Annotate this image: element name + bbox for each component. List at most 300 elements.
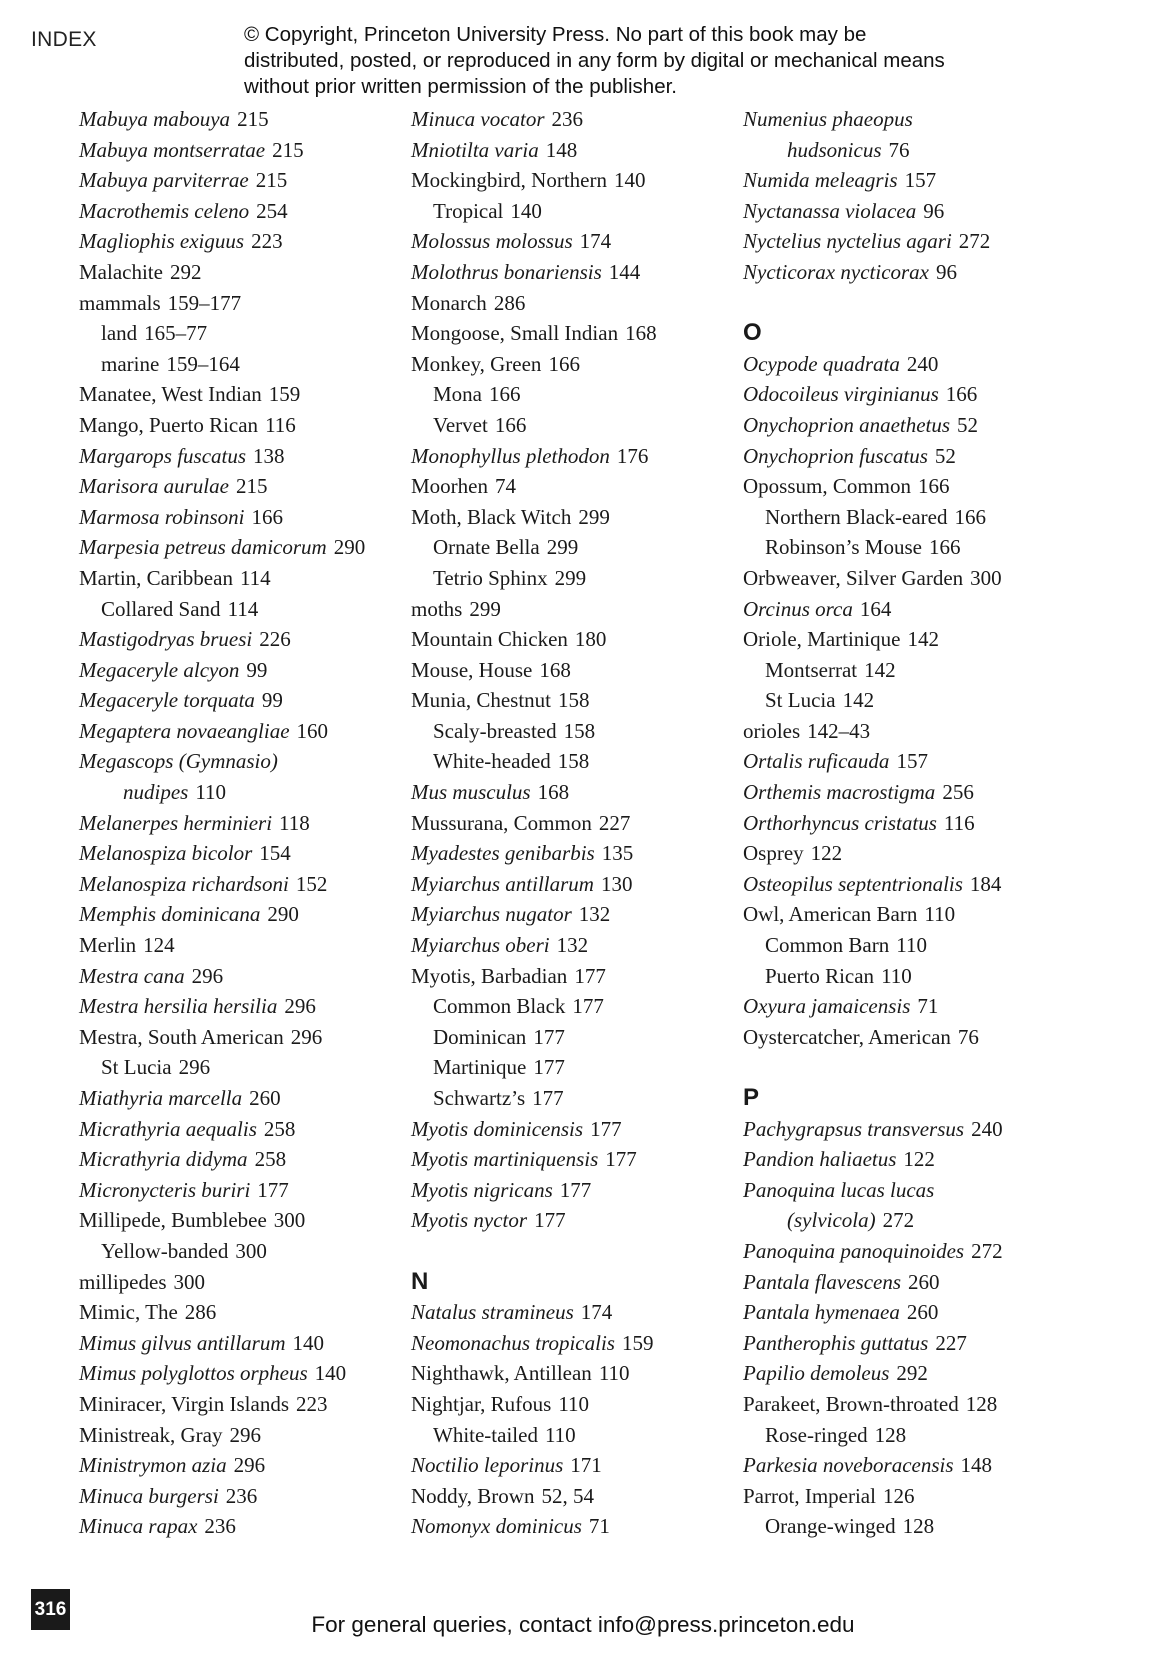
entry-term: Myadestes genibarbis bbox=[411, 841, 595, 866]
entry-term: Memphis dominicana bbox=[79, 902, 261, 927]
entry-term: Mimic, The bbox=[79, 1300, 178, 1325]
entry-term: Noctilio leporinus bbox=[411, 1453, 564, 1478]
index-column-2 bbox=[411, 104, 741, 1542]
index-entry bbox=[79, 1328, 409, 1359]
entry-pages: 171 bbox=[570, 1453, 602, 1478]
entry-term: Monarch bbox=[411, 290, 487, 315]
index-entry bbox=[411, 1389, 741, 1420]
entry-pages: 157 bbox=[904, 168, 937, 193]
entry-term: millipedes bbox=[79, 1269, 167, 1294]
contact-footer: For general queries, contact info@press.princeton.edu bbox=[311, 1612, 855, 1637]
entry-pages: 114 bbox=[239, 565, 271, 590]
index-column-3 bbox=[743, 104, 1073, 1542]
index-entry bbox=[79, 961, 409, 992]
index-entry bbox=[411, 1511, 741, 1542]
entry-term: marine bbox=[101, 351, 160, 376]
index-entry bbox=[743, 379, 1073, 410]
entry-term: Natalus stramineus bbox=[411, 1300, 574, 1325]
entry-term: Nyctanassa violacea bbox=[743, 198, 917, 223]
entry-term: Melanospiza bicolor bbox=[79, 841, 253, 866]
index-entry bbox=[743, 441, 1073, 472]
entry-term: Megaceryle alcyon bbox=[79, 657, 240, 682]
entry-pages: 128 bbox=[965, 1391, 998, 1416]
entry-pages: 300 bbox=[235, 1238, 267, 1263]
index-entry bbox=[743, 1236, 1073, 1267]
index-entry bbox=[79, 991, 409, 1022]
entry-pages: 260 bbox=[249, 1086, 281, 1110]
entry-term: Orthorhyncus cristatus bbox=[743, 810, 937, 835]
index-entry bbox=[743, 899, 1073, 930]
index-entry bbox=[411, 838, 741, 869]
entry-term: Molossus molossus bbox=[411, 229, 573, 254]
entry-pages: 296 bbox=[229, 1422, 261, 1447]
index-entry bbox=[79, 532, 409, 563]
entry-term: Pantala flavescens bbox=[743, 1269, 902, 1294]
entry-pages: 299 bbox=[546, 535, 579, 560]
entry-pages: 157 bbox=[896, 749, 928, 774]
index-entry bbox=[411, 899, 741, 930]
entry-pages: 154 bbox=[259, 841, 291, 866]
entry-pages: 180 bbox=[574, 627, 607, 652]
index-entry bbox=[743, 196, 1073, 227]
index-entry bbox=[411, 135, 741, 166]
entry-pages: 272 bbox=[882, 1208, 915, 1233]
entry-pages: 258 bbox=[254, 1147, 287, 1172]
entry-term: Minuca rapax bbox=[79, 1514, 198, 1539]
entry-term: Owl, American Barn bbox=[743, 902, 918, 927]
index-subentry bbox=[411, 746, 741, 777]
entry-term: Myiarchus antillarum bbox=[411, 871, 594, 896]
index-entry bbox=[743, 991, 1073, 1022]
index-entry bbox=[743, 1297, 1073, 1328]
entry-pages: 215 bbox=[237, 107, 269, 131]
entry-term: Mestra hersilia hersilia bbox=[79, 994, 278, 1019]
entry-pages: 52 bbox=[934, 443, 956, 468]
index-entry bbox=[411, 349, 741, 380]
entry-term: Millipede, Bumblebee bbox=[79, 1208, 267, 1233]
entry-term: orioles bbox=[743, 718, 801, 743]
entry-term: Magliophis exiguus bbox=[79, 229, 245, 254]
entry-pages: 159 bbox=[268, 382, 301, 407]
entry-pages: 142 bbox=[907, 627, 939, 652]
entry-pages: 132 bbox=[556, 933, 589, 958]
entry-term: Parkesia noveboracensis bbox=[743, 1453, 954, 1478]
entry-term: Monophyllus plethodon bbox=[411, 443, 610, 468]
index-entry bbox=[411, 257, 741, 288]
entry-pages: 110 bbox=[598, 1361, 630, 1386]
entry-term: Margarops fuscatus bbox=[79, 443, 247, 468]
entry-pages: 76 bbox=[957, 1024, 979, 1049]
entry-term: Pantherophis guttatus bbox=[743, 1330, 929, 1355]
index-entry bbox=[411, 318, 741, 349]
entry-term: Nycticorax nycticorax bbox=[743, 259, 930, 284]
index-entry bbox=[411, 1450, 741, 1481]
index-entry bbox=[411, 930, 741, 961]
index-entry bbox=[411, 1328, 741, 1359]
index-entry bbox=[79, 716, 409, 747]
entry-pages: 226 bbox=[259, 627, 291, 652]
index-entry bbox=[79, 1267, 409, 1298]
entry-pages: 300 bbox=[970, 565, 1002, 590]
entry-term: Orthemis macrostigma bbox=[743, 780, 936, 805]
entry-term: Orcinus orca bbox=[743, 596, 853, 621]
letter-heading: O bbox=[743, 319, 762, 347]
index-entry bbox=[411, 594, 741, 625]
entry-pages: 300 bbox=[173, 1269, 205, 1294]
entry-pages: 177 bbox=[605, 1147, 637, 1172]
index-entry bbox=[743, 594, 1073, 625]
entry-pages: 296 bbox=[284, 994, 316, 1019]
entry-term: Marpesia petreus damicorum bbox=[79, 535, 327, 560]
entry-pages: 240 bbox=[971, 1116, 1003, 1141]
index-entry bbox=[79, 1083, 409, 1114]
index-subentry bbox=[79, 594, 409, 625]
index-entry bbox=[743, 1267, 1073, 1298]
entry-term: Mockingbird, Northern bbox=[411, 168, 607, 193]
entry-pages: 290 bbox=[333, 535, 366, 560]
entry-pages: 159 bbox=[621, 1330, 654, 1355]
index-entry bbox=[411, 502, 741, 533]
entry-term: Pachygrapsus transversus bbox=[743, 1116, 965, 1141]
index-entry bbox=[411, 1205, 741, 1236]
entry-pages: 152 bbox=[295, 871, 328, 896]
entry-pages: 138 bbox=[253, 443, 285, 468]
entry-pages: 126 bbox=[882, 1483, 915, 1508]
index-entry bbox=[411, 104, 741, 135]
entry-term: Monkey, Green bbox=[411, 351, 542, 376]
entry-pages: 256 bbox=[942, 780, 974, 805]
copyright-notice: © Copyright, Princeton University Press. No part of this book may be distributed, posted, or reproduced in any form by digital or mechanical means without prior written permission of the publisher. bbox=[244, 23, 945, 98]
entry-term: Mabuya parviterrae bbox=[79, 168, 249, 193]
index-entry bbox=[79, 257, 409, 288]
entry-term: Mongoose, Small Indian bbox=[411, 321, 619, 346]
entry-pages: 299 bbox=[578, 504, 610, 529]
entry-pages: 96 bbox=[936, 259, 958, 284]
entry-term: Panoquina lucas lucas bbox=[743, 1177, 935, 1202]
entry-term: Melanerpes herminieri bbox=[79, 810, 273, 835]
entry-term: Ocypode quadrata bbox=[743, 351, 900, 376]
index-entry bbox=[411, 226, 741, 257]
entry-pages: 292 bbox=[169, 259, 202, 284]
entry-pages: 299 bbox=[554, 565, 587, 590]
entry-pages: 158 bbox=[558, 688, 590, 713]
index-entry bbox=[79, 441, 409, 472]
entry-term: Northern Black-eared bbox=[765, 504, 948, 529]
entry-pages: 110 bbox=[558, 1391, 590, 1416]
entry-pages: 177 bbox=[532, 1086, 564, 1110]
entry-pages: 286 bbox=[493, 290, 526, 315]
entry-pages: 128 bbox=[902, 1514, 935, 1539]
entry-pages: 177 bbox=[559, 1177, 592, 1202]
entry-pages: 118 bbox=[279, 810, 310, 835]
index-entry bbox=[79, 288, 409, 319]
entry-pages: 177 bbox=[533, 1024, 565, 1049]
entry-pages: 76 bbox=[888, 137, 910, 162]
index-subentry bbox=[411, 532, 741, 563]
index-entry bbox=[411, 655, 741, 686]
entry-pages: 184 bbox=[969, 871, 1002, 896]
entry-term: Nyctelius nyctelius agari bbox=[743, 229, 952, 254]
entry-term: Myotis dominicensis bbox=[411, 1116, 584, 1141]
entry-term: land bbox=[101, 321, 138, 346]
index-subentry bbox=[411, 991, 741, 1022]
entry-term: Marisora aurulae bbox=[79, 474, 229, 499]
index-entry bbox=[79, 1205, 409, 1236]
index-entry bbox=[411, 1175, 741, 1206]
index-entry bbox=[79, 1297, 409, 1328]
entry-pages: 166 bbox=[954, 504, 986, 529]
entry-pages: 272 bbox=[958, 229, 991, 254]
index-entry bbox=[79, 1144, 409, 1175]
entry-pages: 296 bbox=[178, 1055, 211, 1080]
entry-term: Myotis, Barbadian bbox=[411, 963, 568, 988]
entry-term: Marmosa robinsoni bbox=[79, 504, 245, 529]
entry-term: Mus musculus bbox=[411, 780, 531, 805]
index-entry bbox=[79, 1389, 409, 1420]
entry-term: Vervet bbox=[433, 412, 488, 437]
entry-term: Moth, Black Witch bbox=[411, 504, 572, 529]
entry-pages: 223 bbox=[296, 1391, 328, 1416]
index-entry bbox=[411, 441, 741, 472]
entry-pages: 99 bbox=[261, 688, 283, 713]
index-entry bbox=[743, 869, 1073, 900]
entry-term: Oriole, Martinique bbox=[743, 627, 901, 652]
index-entry bbox=[411, 961, 741, 992]
entry-pages: 177 bbox=[572, 994, 604, 1019]
entry-pages: 71 bbox=[917, 994, 939, 1019]
entry-term: Ortalis ruficauda bbox=[743, 749, 890, 774]
entry-term: Minuca burgersi bbox=[79, 1483, 219, 1508]
entry-term: Opossum, Common bbox=[743, 474, 912, 499]
entry-pages: 140 bbox=[292, 1330, 325, 1355]
index-entry bbox=[79, 930, 409, 961]
index-entry bbox=[411, 1481, 741, 1512]
entry-pages: 142 bbox=[864, 657, 896, 682]
index-entry bbox=[79, 1358, 409, 1389]
entry-term: Micrathyria aequalis bbox=[79, 1116, 257, 1141]
entry-pages: 166 bbox=[489, 382, 521, 407]
entry-term: Mestra, South American bbox=[79, 1024, 284, 1049]
entry-term: Myotis nyctor bbox=[411, 1208, 528, 1233]
entry-term: Scaly-breasted bbox=[433, 718, 557, 743]
entry-pages: 122 bbox=[903, 1147, 935, 1172]
index-entry bbox=[743, 838, 1073, 869]
index-entry bbox=[79, 502, 409, 533]
index-entry bbox=[743, 410, 1073, 441]
entry-term: Montserrat bbox=[765, 657, 858, 682]
entry-term: Myiarchus oberi bbox=[411, 933, 550, 958]
entry-pages: 132 bbox=[578, 902, 611, 927]
index-entry bbox=[411, 1114, 741, 1145]
index-entry bbox=[743, 1114, 1073, 1145]
entry-term: Mastigodryas bruesi bbox=[79, 627, 253, 652]
index-entry bbox=[79, 1420, 409, 1451]
entry-term: Neomonachus tropicalis bbox=[411, 1330, 615, 1355]
entry-term: Rose-ringed bbox=[765, 1422, 868, 1447]
entry-term: Pantala hymenaea bbox=[743, 1300, 900, 1325]
entry-pages: 158 bbox=[563, 718, 596, 743]
entry-pages: 215 bbox=[255, 168, 288, 193]
index-subentry bbox=[411, 196, 741, 227]
index-entry bbox=[79, 410, 409, 441]
index-entry bbox=[743, 1175, 1073, 1206]
entry-pages: 122 bbox=[810, 841, 843, 866]
index-entry bbox=[79, 226, 409, 257]
index-entry bbox=[743, 1144, 1073, 1175]
entry-term: Martin, Caribbean bbox=[79, 565, 233, 590]
entry-pages: 116 bbox=[265, 412, 296, 437]
index-entry bbox=[743, 808, 1073, 839]
entry-term: Munia, Chestnut bbox=[411, 688, 551, 713]
entry-pages: 176 bbox=[616, 443, 649, 468]
index-subentry bbox=[411, 1420, 741, 1451]
entry-term: Mabuya montserratae bbox=[79, 137, 266, 162]
entry-pages: 260 bbox=[906, 1300, 939, 1325]
entry-pages: 236 bbox=[204, 1514, 236, 1539]
entry-term: Dominican bbox=[433, 1024, 527, 1049]
entry-term: Merlin bbox=[79, 933, 137, 958]
index-entry bbox=[411, 869, 741, 900]
index-entry bbox=[79, 685, 409, 716]
index-subentry bbox=[743, 930, 1073, 961]
index-entry bbox=[79, 624, 409, 655]
entry-term: Osprey bbox=[743, 841, 804, 866]
entry-pages: 159–177 bbox=[167, 290, 242, 315]
index-subentry bbox=[79, 777, 409, 808]
entry-term: Mabuya mabouya bbox=[79, 107, 231, 131]
entry-term: Martinique bbox=[433, 1055, 527, 1080]
index-subentry bbox=[743, 532, 1073, 563]
entry-term: Onychoprion anaethetus bbox=[743, 412, 951, 437]
index-entry bbox=[79, 1175, 409, 1206]
entry-term: Myotis martiniquensis bbox=[411, 1147, 599, 1172]
entry-pages: 52 bbox=[957, 412, 979, 437]
entry-term: Odocoileus virginianus bbox=[743, 382, 939, 407]
entry-pages: 140 bbox=[613, 168, 646, 193]
index-entry bbox=[743, 165, 1073, 196]
entry-pages: 166 bbox=[548, 351, 580, 376]
index-entry bbox=[79, 104, 409, 135]
entry-pages: 300 bbox=[273, 1208, 306, 1233]
index-subentry bbox=[411, 410, 741, 441]
index-entry bbox=[743, 563, 1073, 594]
entry-term: Ministreak, Gray bbox=[79, 1422, 223, 1447]
index-entry bbox=[79, 808, 409, 839]
entry-term: Pandion haliaetus bbox=[743, 1147, 897, 1172]
entry-pages: 110 bbox=[544, 1422, 576, 1447]
entry-pages: 168 bbox=[537, 780, 570, 805]
index-subentry bbox=[743, 961, 1073, 992]
entry-pages: 292 bbox=[896, 1361, 928, 1386]
entry-term: Minuca vocator bbox=[411, 107, 545, 131]
entry-pages: 160 bbox=[296, 718, 329, 743]
entry-term: White-headed bbox=[433, 749, 551, 774]
entry-term: Tropical bbox=[433, 198, 504, 223]
index-entry bbox=[79, 655, 409, 686]
entry-pages: 166 bbox=[251, 504, 283, 529]
index-entry bbox=[411, 165, 741, 196]
entry-pages: 135 bbox=[601, 841, 634, 866]
entry-term: Moorhen bbox=[411, 474, 488, 499]
index-entry bbox=[79, 1481, 409, 1512]
entry-pages: 52, 54 bbox=[541, 1483, 594, 1508]
entry-pages: 236 bbox=[551, 107, 584, 131]
entry-term: Osteopilus septentrionalis bbox=[743, 871, 963, 896]
entry-pages: 177 bbox=[574, 963, 606, 988]
entry-term: Melanospiza richardsoni bbox=[79, 871, 289, 896]
letter-heading: P bbox=[743, 1084, 760, 1111]
index-entry bbox=[743, 746, 1073, 777]
index-entry bbox=[411, 624, 741, 655]
index-subentry bbox=[743, 655, 1073, 686]
entry-pages: 130 bbox=[600, 871, 633, 896]
entry-pages: 159–164 bbox=[166, 351, 240, 376]
entry-term: Orange-winged bbox=[765, 1514, 896, 1539]
index-column-1 bbox=[79, 104, 409, 1542]
entry-term: Orbweaver, Silver Garden bbox=[743, 565, 964, 590]
entry-term: Mouse, House bbox=[411, 657, 533, 682]
entry-term: Puerto Rican bbox=[765, 963, 875, 988]
entry-term: Nighthawk, Antillean bbox=[411, 1361, 592, 1386]
index-subentry bbox=[743, 1511, 1073, 1542]
entry-term: Manatee, West Indian bbox=[79, 382, 262, 407]
index-entry bbox=[743, 1328, 1073, 1359]
entry-pages: 110 bbox=[195, 780, 227, 805]
entry-pages: 215 bbox=[272, 137, 304, 162]
index-entry bbox=[411, 777, 741, 808]
entry-pages: 227 bbox=[598, 810, 631, 835]
entry-pages: 272 bbox=[971, 1238, 1003, 1263]
index-entry bbox=[743, 1022, 1073, 1053]
index-subentry bbox=[743, 685, 1073, 716]
letter-heading: N bbox=[411, 1267, 429, 1295]
index-entry bbox=[79, 563, 409, 594]
entry-term: Nomonyx dominicus bbox=[411, 1514, 582, 1539]
index-subentry bbox=[411, 716, 741, 747]
index-entry bbox=[743, 716, 1073, 747]
index-entry bbox=[411, 1358, 741, 1389]
entry-pages: 290 bbox=[267, 902, 299, 927]
page-number: 316 bbox=[31, 1589, 70, 1630]
entry-pages: 215 bbox=[235, 474, 268, 499]
index-entry bbox=[411, 1144, 741, 1175]
entry-term: mammals bbox=[79, 290, 161, 315]
entry-pages: 158 bbox=[557, 749, 590, 774]
index-entry bbox=[743, 1389, 1073, 1420]
entry-pages: 165–77 bbox=[144, 321, 208, 346]
entry-term: Myiarchus nugator bbox=[411, 902, 572, 927]
entry-pages: 148 bbox=[545, 137, 578, 162]
index-subentry bbox=[411, 379, 741, 410]
entry-term: Panoquina panoquinoides bbox=[743, 1238, 965, 1263]
entry-pages: 168 bbox=[539, 657, 571, 682]
entry-pages: 174 bbox=[580, 1300, 613, 1325]
entry-pages: 296 bbox=[233, 1453, 266, 1478]
index-entry bbox=[743, 471, 1073, 502]
entry-term: Oxyura jamaicensis bbox=[743, 994, 911, 1019]
entry-pages: 240 bbox=[906, 351, 939, 376]
index-subentry bbox=[743, 135, 1073, 166]
entry-pages: 258 bbox=[263, 1116, 296, 1141]
entry-term: Onychoprion fuscatus bbox=[743, 443, 928, 468]
entry-term: Mussurana, Common bbox=[411, 810, 592, 835]
entry-pages: 168 bbox=[625, 321, 657, 346]
index-entry bbox=[743, 777, 1073, 808]
entry-pages: 286 bbox=[184, 1300, 217, 1325]
index-subentry bbox=[411, 1083, 741, 1114]
entry-term: Common Black bbox=[433, 994, 566, 1019]
entry-pages: 299 bbox=[469, 596, 501, 621]
